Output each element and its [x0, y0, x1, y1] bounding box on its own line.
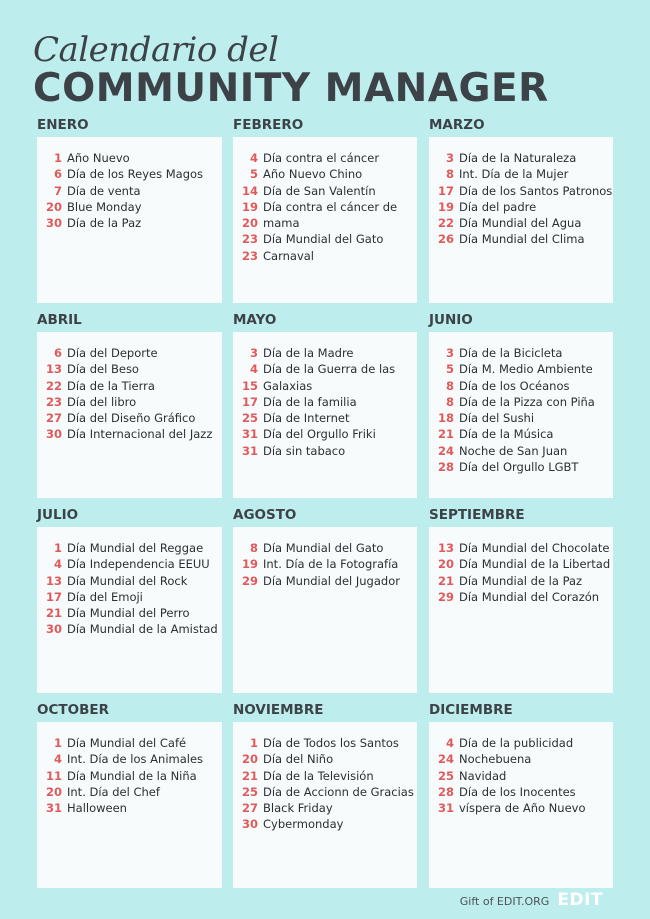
month-name: ABRIL [37, 312, 82, 328]
event-item [429, 556, 613, 572]
event-list [429, 735, 613, 816]
event-label: Día Mundial del Perro [67, 606, 190, 621]
event-item [37, 605, 222, 621]
event-item [429, 443, 613, 459]
event-item [429, 394, 613, 410]
page-title: COMMUNITY MANAGER [33, 66, 549, 111]
event-label: Int. Día de la Mujer [459, 167, 569, 182]
event-item [233, 800, 417, 816]
event-day: 20 [45, 199, 62, 214]
event-day: 21 [45, 606, 62, 621]
event-item [233, 410, 417, 426]
event-day: 20 [241, 216, 258, 231]
event-day: 4 [249, 151, 258, 165]
event-item [429, 378, 613, 394]
event-list [37, 735, 222, 816]
event-item [233, 150, 417, 166]
event-label: víspera de Año Nuevo [459, 801, 586, 816]
month-name: JUNIO [429, 312, 473, 328]
event-day: 3 [249, 346, 258, 360]
event-label: Día Mundial del Reggae [67, 541, 204, 555]
event-day: 28 [437, 460, 454, 475]
event-day: 5 [445, 362, 454, 377]
event-label: Día del Diseño Gráfico [67, 411, 196, 426]
event-label: Día de la Madre [263, 346, 354, 360]
month-card [429, 137, 613, 303]
event-item [37, 540, 222, 556]
event-day: 8 [445, 378, 454, 393]
event-item [37, 166, 222, 182]
event-label: Día contra el cáncer [263, 151, 380, 165]
event-item [233, 426, 417, 442]
event-label: Día del Orgullo LGBT [459, 460, 579, 475]
event-label: Día contra el cáncer de [263, 199, 398, 214]
month-card [37, 332, 222, 498]
month-name: JULIO [37, 507, 79, 523]
month-block-junio [429, 312, 613, 498]
event-label: Año Nuevo [67, 151, 130, 165]
event-day: 8 [445, 394, 454, 409]
event-day: 21 [241, 768, 258, 783]
event-item [37, 735, 222, 751]
month-card [429, 332, 613, 498]
event-day: 1 [53, 736, 62, 750]
event-label: Día Internacional del Jazz [67, 427, 213, 442]
event-list [37, 150, 222, 231]
month-name: SEPTIEMBRE [429, 507, 525, 523]
event-day: 30 [45, 622, 62, 637]
event-item [233, 394, 417, 410]
event-label: Día del Sushi [459, 411, 535, 426]
event-day: 13 [45, 573, 62, 588]
event-day: 31 [437, 801, 454, 816]
event-item [37, 378, 222, 394]
event-item [233, 816, 417, 832]
event-item [429, 361, 613, 377]
month-block-marzo [429, 117, 613, 303]
event-label: Galaxias [263, 378, 313, 393]
event-day: 7 [53, 183, 62, 198]
event-day: 25 [241, 784, 258, 799]
event-label: Día de Todos los Santos [263, 736, 399, 750]
event-item [429, 199, 613, 215]
event-day: 8 [445, 167, 454, 182]
event-day: 14 [241, 183, 258, 198]
event-day: 25 [241, 411, 258, 426]
event-label: Día de los Inocentes [459, 784, 576, 799]
month-block-febrero [233, 117, 417, 303]
event-label: Día Mundial del Gato [263, 232, 384, 247]
event-label: Día de la Música [459, 427, 554, 442]
event-day: 8 [249, 541, 258, 555]
month-name: OCTOBER [37, 702, 109, 718]
event-label: Carnaval [263, 248, 314, 263]
gift-credit: Gift of EDIT.ORG [459, 895, 550, 908]
event-day: 30 [45, 216, 62, 231]
month-card [233, 722, 417, 888]
event-label: Día Mundial del Café [67, 736, 187, 750]
event-day: 25 [437, 768, 454, 783]
event-label: Día Mundial del Jugador [263, 573, 400, 588]
edit-logo: EDIT [557, 890, 603, 910]
month-card [429, 722, 613, 888]
event-day: 5 [249, 167, 258, 182]
month-card [37, 722, 222, 888]
event-label: Día del libro [67, 394, 137, 409]
event-item [429, 459, 613, 475]
month-card [429, 527, 613, 693]
event-day: 27 [45, 411, 62, 426]
event-day: 21 [437, 573, 454, 588]
event-label: mama [263, 216, 300, 231]
event-label: Halloween [67, 801, 127, 816]
event-day: 31 [241, 443, 258, 458]
event-label: Día Mundial de la Amistad [67, 622, 218, 637]
event-item [233, 378, 417, 394]
event-day: 28 [437, 784, 454, 799]
event-item [429, 410, 613, 426]
event-item [429, 768, 613, 784]
event-item [233, 166, 417, 182]
event-label: Día de la familia [263, 394, 357, 409]
event-item [233, 540, 417, 556]
event-label: Día Mundial del Rock [67, 573, 188, 588]
event-item [233, 573, 417, 589]
event-list [429, 540, 613, 605]
event-label: Día de la Guerra de las [263, 362, 396, 377]
event-item [429, 150, 613, 166]
event-label: Int. Día del Chef [67, 784, 160, 799]
event-label: Cybermonday [263, 817, 344, 832]
event-item [429, 166, 613, 182]
event-list [233, 150, 417, 264]
event-day: 26 [437, 232, 454, 247]
month-block-noviembre [233, 702, 417, 888]
event-label: Día de venta [67, 183, 141, 198]
event-day: 31 [241, 427, 258, 442]
event-label: Día del Beso [67, 362, 139, 377]
event-day: 23 [241, 248, 258, 263]
event-item [429, 231, 613, 247]
event-day: 13 [437, 541, 454, 555]
event-item [429, 345, 613, 361]
event-item [429, 183, 613, 199]
event-label: Día sin tabaco [263, 443, 346, 458]
event-day: 1 [249, 736, 258, 750]
event-item [37, 150, 222, 166]
event-label: Día de los Santos Patronos [459, 183, 613, 198]
event-list [429, 150, 613, 248]
event-label: Día de la Naturaleza [459, 151, 577, 165]
month-block-agosto [233, 507, 417, 693]
event-day: 4 [445, 736, 454, 750]
event-day: 17 [437, 183, 454, 198]
event-day: 19 [241, 199, 258, 214]
event-item [37, 199, 222, 215]
event-item [429, 215, 613, 231]
event-day: 1 [53, 541, 62, 555]
event-day: 21 [437, 427, 454, 442]
event-item [233, 345, 417, 361]
event-label: Día de Internet [263, 411, 350, 426]
event-day: 3 [445, 346, 454, 360]
event-list [429, 345, 613, 475]
event-label: Día Mundial del Clima [459, 232, 585, 247]
event-list [233, 735, 417, 833]
event-day: 30 [45, 427, 62, 442]
event-item [233, 735, 417, 751]
event-label: Día de los Reyes Magos [67, 167, 204, 182]
event-label: Día del Niño [263, 752, 334, 767]
event-day: 17 [241, 394, 258, 409]
month-block-diciembre [429, 702, 613, 888]
month-name: ENERO [37, 117, 89, 133]
event-item [37, 800, 222, 816]
event-list [233, 345, 417, 459]
event-day: 18 [437, 411, 454, 426]
event-item [429, 784, 613, 800]
event-item [233, 183, 417, 199]
event-day: 23 [241, 232, 258, 247]
event-item [429, 540, 613, 556]
event-item [37, 556, 222, 572]
event-day: 4 [53, 752, 62, 767]
event-item [233, 199, 417, 215]
event-day: 27 [241, 801, 258, 816]
event-day: 24 [437, 752, 454, 767]
event-list [37, 540, 222, 638]
event-item [429, 800, 613, 816]
event-day: 29 [241, 573, 258, 588]
event-day: 17 [45, 589, 62, 604]
event-label: Nochebuena [459, 752, 532, 767]
event-item [37, 768, 222, 784]
event-label: Noche de San Juan [459, 443, 568, 458]
event-item [37, 345, 222, 361]
event-day: 19 [241, 557, 258, 572]
event-label: Día Mundial de la Libertad [459, 557, 611, 572]
event-day: 19 [437, 199, 454, 214]
event-list [233, 540, 417, 589]
month-name: AGOSTO [233, 507, 297, 523]
month-block-julio [37, 507, 222, 693]
event-label: Blue Monday [67, 199, 142, 214]
event-item [37, 361, 222, 377]
event-label: Día Mundial del Chocolate [459, 541, 610, 555]
event-day: 23 [45, 394, 62, 409]
event-label: Día de la Tierra [67, 378, 155, 393]
event-item [233, 768, 417, 784]
event-item [37, 589, 222, 605]
month-card [37, 527, 222, 693]
month-name: MARZO [429, 117, 485, 133]
event-label: Int. Día de la Fotografía [263, 557, 399, 572]
event-day: 6 [53, 346, 62, 360]
event-label: Día de Accionn de Gracias [263, 784, 414, 799]
month-name: FEBRERO [233, 117, 304, 133]
month-card [233, 527, 417, 693]
event-list [37, 345, 222, 443]
event-day: 11 [45, 768, 62, 783]
event-day: 13 [45, 362, 62, 377]
event-item [37, 183, 222, 199]
event-label: Día M. Medio Ambiente [459, 362, 593, 377]
event-item [233, 556, 417, 572]
event-day: 3 [445, 151, 454, 165]
month-block-mayo [233, 312, 417, 498]
event-label: Int. Día de los Animales [67, 752, 204, 767]
event-item [233, 231, 417, 247]
event-item [429, 426, 613, 442]
month-block-enero [37, 117, 222, 303]
event-label: Día de los Océanos [459, 378, 570, 393]
event-item [233, 751, 417, 767]
event-day: 1 [53, 151, 62, 165]
event-day: 31 [45, 801, 62, 816]
event-label: Día Independencia EEUU [67, 557, 210, 572]
event-item [233, 443, 417, 459]
event-item [233, 248, 417, 264]
event-item [37, 784, 222, 800]
event-item [37, 394, 222, 410]
event-label: Día del padre [459, 199, 537, 214]
month-card [37, 137, 222, 303]
event-day: 20 [45, 784, 62, 799]
event-item [429, 751, 613, 767]
script-title: Calendario del [33, 30, 279, 70]
event-item [429, 735, 613, 751]
event-label: Día del Deporte [67, 346, 158, 360]
event-label: Día de San Valentín [263, 183, 376, 198]
event-day: 22 [45, 378, 62, 393]
event-day: 22 [437, 216, 454, 231]
event-item [37, 573, 222, 589]
event-item [233, 361, 417, 377]
event-day: 20 [437, 557, 454, 572]
event-day: 15 [241, 378, 258, 393]
month-card [233, 137, 417, 303]
event-label: Día Mundial del Corazón [459, 589, 600, 604]
event-item [37, 751, 222, 767]
event-label: Día de la Paz [67, 216, 142, 231]
event-label: Día Mundial de la Paz [459, 573, 583, 588]
event-item [429, 573, 613, 589]
event-label: Día Mundial de la Niña [67, 768, 197, 783]
event-item [37, 215, 222, 231]
event-label: Día de la Televisión [263, 768, 374, 783]
event-day: 6 [53, 167, 62, 182]
month-block-abril [37, 312, 222, 498]
month-block-septiembre [429, 507, 613, 693]
event-label: Día del Emoji [67, 589, 143, 604]
footer [460, 890, 603, 910]
event-label: Día de la publicidad [459, 736, 574, 750]
event-item [37, 410, 222, 426]
event-item [429, 589, 613, 605]
event-day: 24 [437, 443, 454, 458]
month-block-october [37, 702, 222, 888]
event-label: Año Nuevo Chino [263, 167, 363, 182]
event-label: Día de la Pizza con Piña [459, 394, 595, 409]
event-label: Día del Orgullo Friki [263, 427, 376, 442]
month-name: NOVIEMBRE [233, 702, 324, 718]
event-label: Día Mundial del Agua [459, 216, 582, 231]
event-item [233, 215, 417, 231]
event-day: 4 [249, 362, 258, 377]
event-day: 30 [241, 817, 258, 832]
event-label: Black Friday [263, 801, 333, 816]
event-label: Navidad [459, 768, 507, 783]
event-item [37, 426, 222, 442]
event-day: 29 [437, 589, 454, 604]
month-name: DICIEMBRE [429, 702, 513, 718]
event-item [233, 784, 417, 800]
event-label: Día Mundial del Gato [263, 541, 384, 555]
event-day: 4 [53, 557, 62, 572]
month-name: MAYO [233, 312, 277, 328]
event-item [37, 621, 222, 637]
event-day: 20 [241, 752, 258, 767]
event-label: Día de la Bicicleta [459, 346, 563, 360]
month-card [233, 332, 417, 498]
